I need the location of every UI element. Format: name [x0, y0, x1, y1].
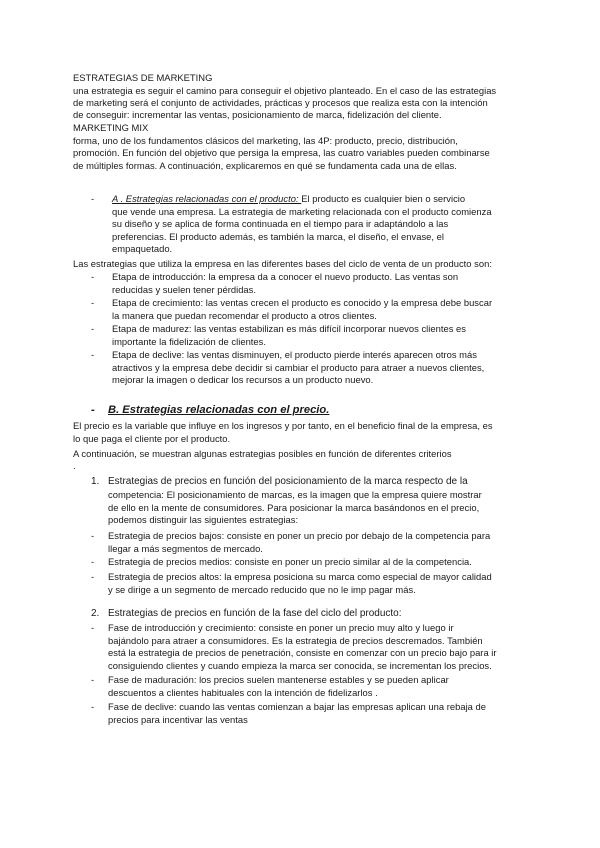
phase-item-3-line-2: precios para incentivar las ventas [108, 713, 248, 725]
stage-4-line-3: mejorar la imagen o dedicar los recursos a un producto nuevo. [112, 374, 374, 385]
phase-item-2-line-1: Fase de maduración: los precios suelen mantenerse estables y se pueden aplicar [108, 674, 449, 685]
price-item-1-line-2: llegar a más segmentos de mercado. [108, 542, 263, 554]
numbered-1-head-2: competencia: El posicionamiento de marcas, es la imagen que la empresa quiere mostrar [108, 489, 482, 500]
intro-line-1: una estrategia es seguir el camino para conseguir el objetivo planteado. En el caso de las estrategias [73, 84, 497, 96]
phase-item-2-line-2: descuentos a clientes habituales con la intención de fidelizarlos . [108, 686, 378, 698]
price-item-2-bullet: - [91, 556, 95, 567]
price-item-2-line-1: Estrategia de precios medios: consiste en poner un precio similar al de la competencia. [108, 556, 472, 567]
stage-4-line-2: atractivos y la empresa debe decidir si cambiar el producto para atraer a nuevos clientes, [112, 361, 485, 373]
phase-item-1-line-2: bajándolo para atraer a consumidores. Es la estrategia de precios descremados. También [108, 634, 483, 646]
stage-4-line-1: Etapa de declive: las ventas disminuyen, el producto pierde interés aparecen otros más [112, 349, 477, 360]
section-a-first-line [112, 193, 465, 205]
numbered-1-head-4: podemos distinguir las siguientes estrategias: [108, 514, 299, 525]
phase-item-3-bullet: - [91, 701, 95, 712]
section-b-heading: B. Estrategias relacionadas con el precio. [108, 404, 330, 416]
intro-line-2: de marketing será el conjunto de actividades, prácticas y procesos que realiza esta con la intención [73, 96, 488, 108]
mix-line-2: promoción. En función del objetivo que persiga la empresa, las cuatro variables pueden combinarse [73, 147, 490, 159]
price-item-3-line-2: y se dirige a un segmento de mercado reducido que no le imp pagar más. [108, 583, 416, 595]
price-item-3-line-1: Estrategia de precios altos: la empresa posiciona su marca como especial de mayor calidad [108, 571, 492, 582]
phase-item-1-line-1: Fase de introducción y crecimiento: consiste en poner un precio muy alto y luego ir [108, 622, 454, 633]
section-b-bullet: - [91, 404, 95, 416]
section-a-bullet: - [91, 193, 95, 204]
section-a-line-5: empaquetado. [112, 243, 173, 254]
numbered-1-head-3: de ello en la mente de consumidores. Para posicionar la marca basándonos en el precio, [108, 501, 480, 513]
phase-item-3-line-1: Fase de declive: cuando las ventas comienzan a bajar las empresas aplican una rebaja de [108, 701, 487, 712]
numbered-2-number: 2. [91, 608, 100, 619]
section-a-label: A . Estrategias relacionadas con el producto: [112, 193, 302, 204]
stage-3-bullet: - [91, 323, 95, 334]
stray-dot: . [73, 460, 76, 471]
stage-3-line-2: importante la fidelización de clientes. [112, 335, 266, 347]
stage-1-line-1: Etapa de introducción: la empresa da a conocer el nuevo producto. Las ventas son [112, 271, 459, 282]
phase-item-1-line-3: está la estrategia de precios de penetración, consiste en comenzar con un precio bajo para ir [108, 647, 497, 658]
price-intro-line-2: lo que paga el cliente por el producto. [73, 432, 231, 444]
numbered-2-head-1: Estrategias de precios en función de la fase del ciclo del producto: [108, 608, 402, 619]
intro-line-3: de conseguir: incrementar las ventas, posicionamiento de marca, fidelización del cliente. [73, 109, 442, 121]
price-intro-line-1: El precio es la variable que influye en los ingresos y por tanto, en el beneficio final de la empresa, es [73, 420, 493, 431]
stage-3-line-1: Etapa de madurez: las ventas estabilizan es más difícil incorporar nuevos clientes es [112, 323, 466, 334]
stage-2-line-2: la manera que puedan recomendar el producto a otros clientes. [112, 309, 377, 321]
numbered-1-head-1: Estrategias de precios en función del posicionamiento de la marca respecto de la [108, 476, 468, 487]
phase-item-1-bullet: - [91, 622, 95, 633]
phase-item-2-bullet: - [91, 674, 95, 685]
stages-intro: Las estrategias que utiliza la empresa en las diferentes bases del ciclo de venta de un producto son: [73, 258, 492, 269]
stage-2-line-1: Etapa de crecimiento: las ventas crecen el producto es conocido y la empresa debe buscar [112, 297, 493, 308]
price-list-intro: A continuación, se muestran algunas estrategias posibles en función de diferentes criterios [73, 448, 452, 459]
section-a-line-4: preferencias. El producto además, es también la marca, el diseño, el envase, el [112, 230, 444, 242]
mix-line-1: forma, uno de los fundamentos clásicos del marketing, las 4P: producto, precio, distribución, [73, 135, 458, 146]
phase-item-1-line-4: consiguiendo clientes y cuando empieza la marca ser conocida, se incrementan los precios. [108, 659, 492, 671]
section-a-first-rest: El producto es cualquier bien o servicio [301, 193, 466, 204]
section-a-line-2: que vende una empresa. La estrategia de marketing relacionada con el producto comienza [112, 205, 492, 217]
price-item-1-bullet: - [91, 530, 95, 541]
price-item-1-line-1: Estrategia de precios bajos: consiste en poner un precio por debajo de la competencia para [108, 530, 491, 541]
title-estrategias-marketing: ESTRATEGIAS DE MARKETING [73, 72, 213, 83]
stage-1-bullet: - [91, 271, 95, 282]
stage-4-bullet: - [91, 349, 95, 360]
price-item-3-bullet: - [91, 571, 95, 582]
section-a-line-3: su diseño y se aplica de forma continuada en el tiempo para ir adaptándolo a las [112, 218, 449, 229]
numbered-1-number: 1. [91, 476, 100, 487]
title-marketing-mix: MARKETING MIX [73, 122, 149, 133]
stage-1-line-2: reducidas y suelen tener pérdidas. [112, 283, 256, 295]
mix-line-3: de múltiples formas. A continuación, explicaremos en qué se fundamenta cada una de ellas. [73, 159, 457, 171]
stage-2-bullet: - [91, 297, 95, 308]
